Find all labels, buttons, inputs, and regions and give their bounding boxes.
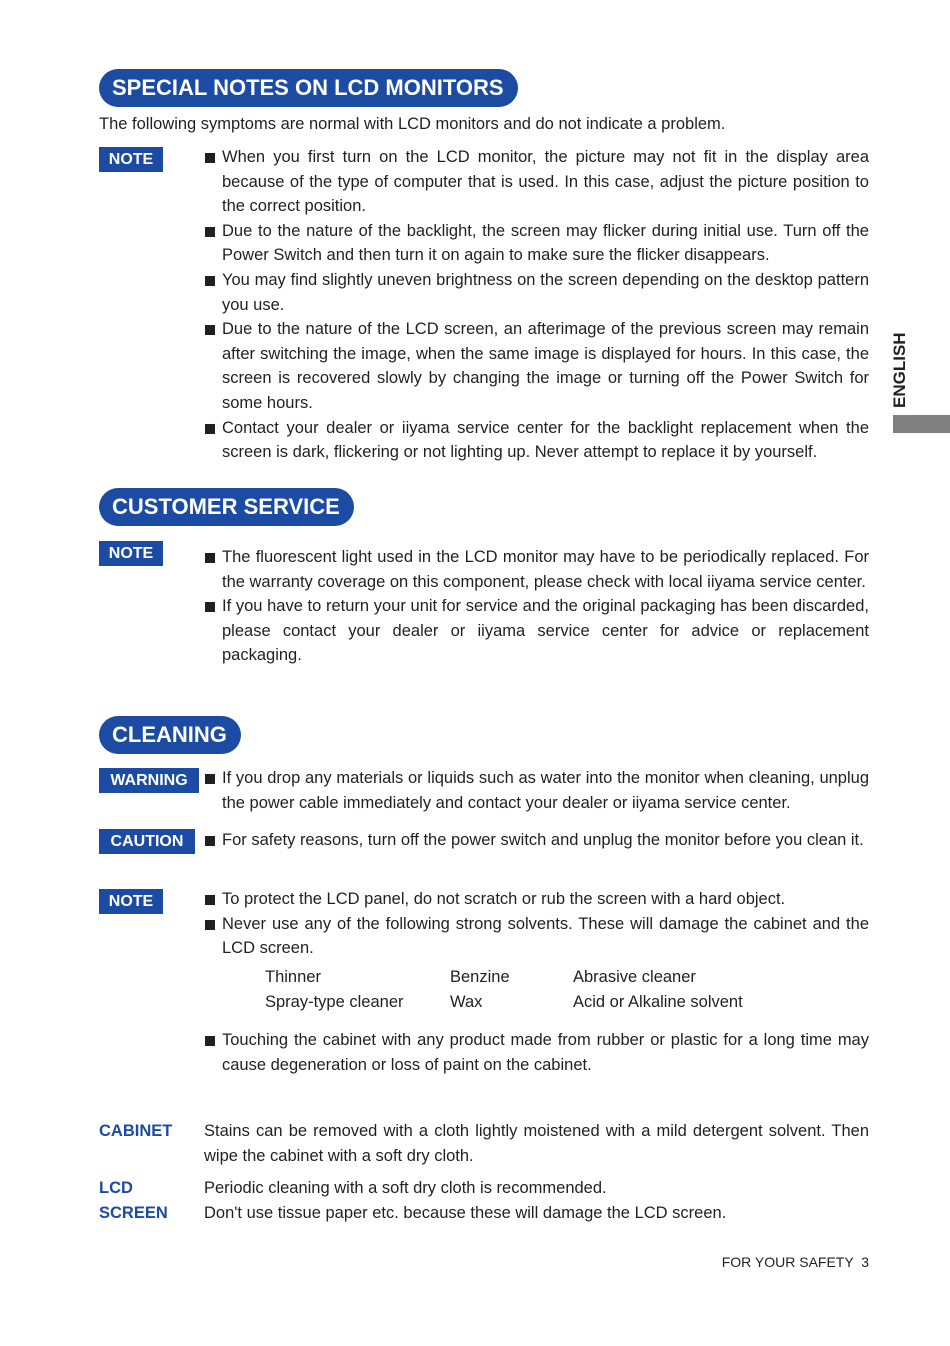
bullet-square-icon xyxy=(205,1036,215,1046)
bullet-list xyxy=(205,545,869,668)
bullet-text: To protect the LCD panel, do not scratch or rub the screen with a hard object. xyxy=(222,890,786,908)
bullet-item xyxy=(205,416,869,465)
bullet-list xyxy=(205,828,869,853)
bullet-square-icon xyxy=(205,553,215,563)
bullet-square-icon xyxy=(205,895,215,905)
bullet-square-icon xyxy=(205,153,215,163)
warning-label: WARNING xyxy=(99,768,199,793)
bullet-item xyxy=(205,887,869,912)
bullet-item xyxy=(205,268,869,317)
solvent-item: Wax xyxy=(450,993,483,1011)
lcd-term-line2: SCREEN xyxy=(99,1204,168,1222)
bullet-item xyxy=(205,828,869,853)
page-footer: FOR YOUR SAFETY 3 xyxy=(721,1254,869,1270)
bullet-square-icon xyxy=(205,424,215,434)
bullet-text: Due to the nature of the backlight, the screen may flicker during initial use. Turn off the Power Switch and then turn it on again to make sure the flicker disappears. xyxy=(222,221,869,265)
bullet-text: For safety reasons, turn off the power switch and unplug the monitor before you clean it. xyxy=(222,831,864,849)
bullet-list xyxy=(205,766,869,815)
bullet-item xyxy=(205,317,869,415)
note-label: NOTE xyxy=(99,889,163,914)
language-tab-marker xyxy=(893,415,950,433)
bullet-square-icon xyxy=(205,325,215,335)
language-tab-label: ENGLISH xyxy=(890,332,909,408)
bullet-list xyxy=(205,887,869,961)
note-label: NOTE xyxy=(99,147,163,172)
section-heading-cleaning: CLEANING xyxy=(99,716,241,754)
bullet-item xyxy=(205,594,869,668)
lcd-term-line1: LCD xyxy=(99,1179,133,1197)
lcd-description-line2: Don't use tissue paper etc. because these will damage the LCD screen. xyxy=(204,1204,727,1222)
solvent-item: Acid or Alkaline solvent xyxy=(573,993,743,1011)
cabinet-term: CABINET xyxy=(99,1122,173,1140)
caution-label: CAUTION xyxy=(99,829,195,854)
bullet-item xyxy=(205,545,869,594)
bullet-text: The fluorescent light used in the LCD monitor may have to be periodically replaced. For the warranty coverage on this component, please check with local iiyama service center. xyxy=(222,548,869,591)
solvent-item: Thinner xyxy=(265,968,321,986)
bullet-square-icon xyxy=(205,227,215,237)
bullet-list xyxy=(205,1028,869,1077)
bullet-square-icon xyxy=(205,920,215,930)
bullet-text: Never use any of the following strong solvents. These will damage the cabinet and the LCD screen. xyxy=(222,914,869,958)
bullet-item xyxy=(205,219,869,268)
bullet-text: Contact your dealer or iiyama service center for the backlight replacement when the screen is dark, flickering or not lighting up. Never attempt to replace it by yourself. xyxy=(222,418,869,462)
bullet-square-icon xyxy=(205,602,215,612)
bullet-item xyxy=(205,766,869,815)
solvent-item: Abrasive cleaner xyxy=(573,968,696,986)
bullet-text: Touching the cabinet with any product made from rubber or plastic for a long time may cause degeneration or loss of paint on the cabinet. xyxy=(222,1031,869,1074)
section-heading-special-notes: SPECIAL NOTES ON LCD MONITORS xyxy=(99,69,518,107)
bullet-text: If you have to return your unit for service and the original packaging has been discarded, please contact your dealer or iiyama service center for advice or replacement packaging. xyxy=(222,597,869,665)
note-label: NOTE xyxy=(99,541,163,566)
cabinet-description: Stains can be removed with a cloth lightly moistened with a mild detergent solvent. Then wipe the cabinet with a soft dry cloth. xyxy=(204,1122,869,1165)
bullet-square-icon xyxy=(205,836,215,846)
lcd-description-line1: Periodic cleaning with a soft dry cloth is recommended. xyxy=(204,1179,607,1197)
bullet-item xyxy=(205,912,869,961)
bullet-square-icon xyxy=(205,774,215,784)
bullet-text: When you first turn on the LCD monitor, the picture may not fit in the display area because of the type of computer that is used. In this case, adjust the picture position to the correct position. xyxy=(222,148,869,216)
bullet-text: Due to the nature of the LCD screen, an afterimage of the previous screen may remain after switching the image, when the same image is displayed for hours. In this case, the screen is recovered slowly by changing the image or turning off the Power Switch for some hours. xyxy=(222,320,869,412)
bullet-list xyxy=(205,145,869,465)
solvent-item: Benzine xyxy=(450,968,510,986)
bullet-item xyxy=(205,1028,869,1077)
bullet-text: You may find slightly uneven brightness on the screen depending on the desktop pattern you use. xyxy=(222,270,869,314)
solvent-item: Spray-type cleaner xyxy=(265,993,404,1011)
bullet-square-icon xyxy=(205,276,215,286)
section-heading-customer-service: CUSTOMER SERVICE xyxy=(99,488,354,526)
bullet-item xyxy=(205,145,869,219)
bullet-text: If you drop any materials or liquids such as water into the monitor when cleaning, unplug the power cable immediately and contact your dealer or iiyama service center. xyxy=(222,769,869,812)
intro-text: The following symptoms are normal with LCD monitors and do not indicate a problem. xyxy=(99,115,726,133)
